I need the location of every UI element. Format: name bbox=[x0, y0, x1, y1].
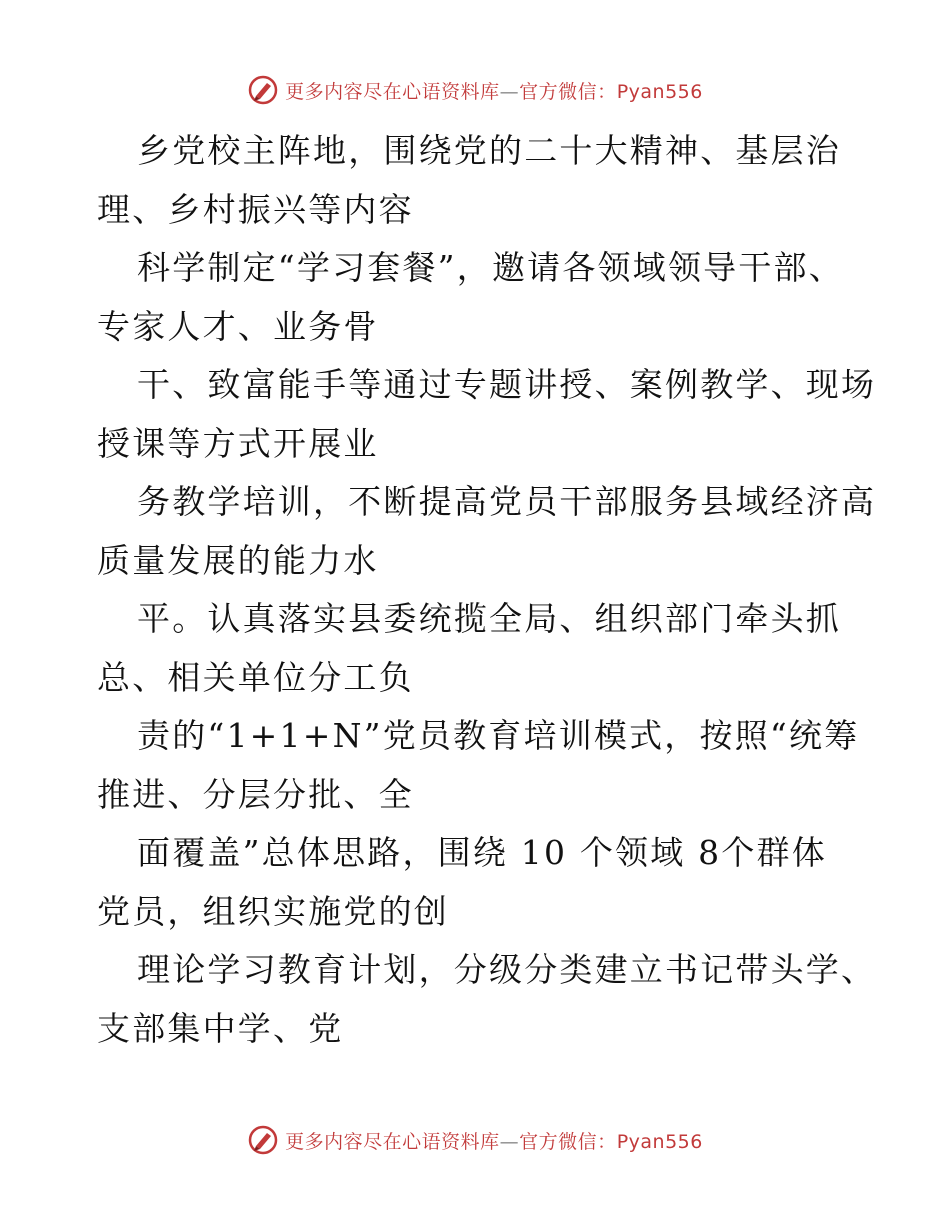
watermark-wechat-id: Pyan556 bbox=[616, 1130, 703, 1153]
paragraph-line: 乡党校主阵地，围绕党的二十大精神、基层治 bbox=[137, 131, 841, 170]
pen-logo-icon bbox=[247, 1124, 279, 1156]
header-watermark bbox=[0, 72, 950, 108]
paragraph-line: 理、乡村振兴等内容 bbox=[97, 189, 414, 229]
paragraph-line: 支部集中学、党 bbox=[97, 1008, 344, 1048]
paragraph bbox=[97, 356, 877, 473]
paragraph-line: 面覆盖”总体思路，围绕 10 个领域 8个群体 bbox=[137, 833, 827, 872]
paragraph-line: 授课等方式开展业 bbox=[97, 423, 379, 463]
paragraph-line: 干、致富能手等通过专题讲授、案例教学、现场 bbox=[137, 365, 877, 404]
paragraph bbox=[97, 122, 867, 239]
footer-watermark bbox=[0, 1122, 950, 1158]
watermark-text bbox=[285, 77, 703, 104]
paragraph-line: 平。认真落实县委统揽全局、组织部门牵头抓 bbox=[137, 599, 841, 638]
watermark-separator: — bbox=[499, 80, 520, 103]
paragraph-line: 推进、分层分批、全 bbox=[97, 774, 414, 814]
watermark-wechat-id: Pyan556 bbox=[616, 80, 703, 103]
paragraph bbox=[97, 590, 867, 707]
watermark-slogan: 更多内容尽在心语资料库 bbox=[285, 1130, 500, 1153]
paragraph-line: 责的“1+1+N”党员教育培训模式，按照“统筹 bbox=[137, 716, 860, 755]
document-body bbox=[97, 122, 877, 1058]
paragraph-line: 务教学培训，不断提高党员干部服务县域经济高 bbox=[137, 482, 877, 521]
pen-logo-icon bbox=[247, 74, 279, 106]
paragraph-line: 党员，组织实施党的创 bbox=[97, 891, 449, 931]
paragraph bbox=[97, 239, 867, 356]
paragraph-line: 科学制定“学习套餐”，邀请各领域领导干部、 bbox=[137, 248, 844, 287]
paragraph bbox=[97, 824, 867, 941]
paragraph-line: 总、相关单位分工负 bbox=[97, 657, 414, 697]
paragraph bbox=[97, 473, 877, 590]
watermark-wechat-label: 官方微信： bbox=[519, 1130, 617, 1153]
paragraph-line: 理论学习教育计划，分级分类建立书记带头学、 bbox=[137, 950, 877, 989]
paragraph bbox=[97, 707, 867, 824]
paragraph bbox=[97, 941, 877, 1058]
watermark-wechat-label: 官方微信： bbox=[519, 80, 617, 103]
paragraph-line: 质量发展的能力水 bbox=[97, 540, 379, 580]
watermark-slogan: 更多内容尽在心语资料库 bbox=[285, 80, 500, 103]
paragraph-line: 专家人才、业务骨 bbox=[97, 306, 379, 346]
watermark-text bbox=[285, 1127, 703, 1154]
watermark-separator: — bbox=[499, 1130, 520, 1153]
